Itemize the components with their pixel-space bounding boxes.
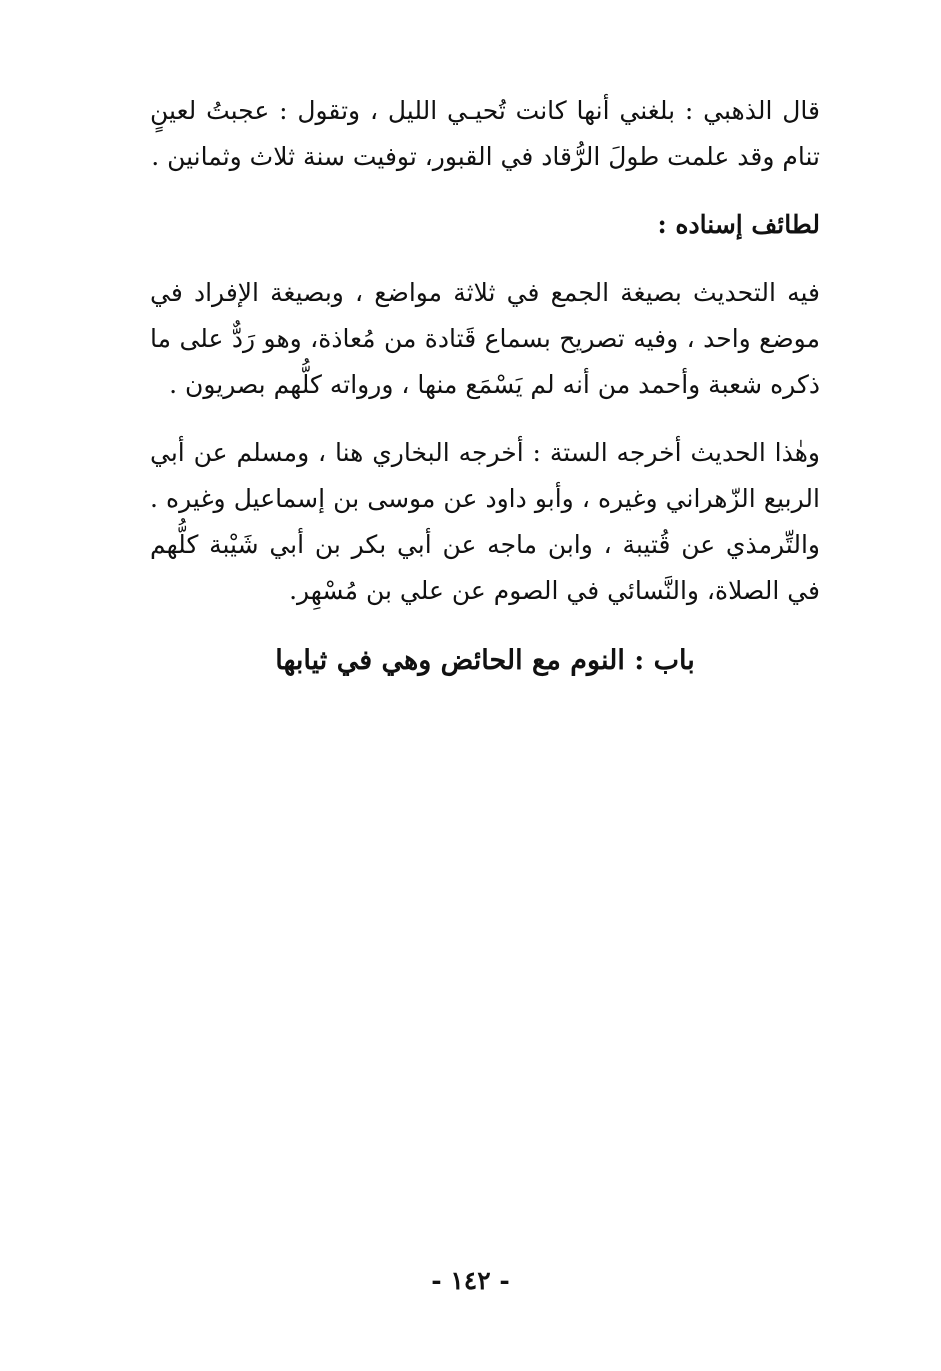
paragraph-takhrij: وهٰذا الحديث أخرجه الستة : أخرجه البخاري هنا ، ومسلم عن أبي الربيع الزّهراني وغيره ، وأبو داود عن موسى بن إسماعيل وغيره . والتِّرمذي عن قُتيبة ، وابن ماجه عن أبي بكر بن أبي شَيْبة كلُّهم في الصلاة، والنَّسائي في الصوم عن علي بن مُسْهِر. bbox=[150, 438, 820, 605]
chapter-title: باب : النوم مع الحائض وهي في ثيابها bbox=[275, 645, 695, 676]
spacer bbox=[150, 180, 820, 202]
page-body bbox=[150, 88, 820, 686]
paragraph-isnad-notes: فيه التحديث بصيغة الجمع في ثلاثة مواضع ، وبصيغة الإفراد في موضع واحد ، وفيه تصريح بسماع قَتادة من مُعاذة، وهو رَدٌّ على ما ذكره شعبة وأحمد من أنه لم يَسْمَع منها ، ورواته كلُّهم بصريون . bbox=[150, 278, 820, 399]
spacer bbox=[150, 248, 820, 270]
spacer bbox=[150, 408, 820, 430]
page-number: - ١٤٢ - bbox=[431, 1266, 510, 1295]
spacer bbox=[150, 614, 820, 636]
paragraph-dhahabi-quote: قال الذهبي : بلغني أنها كانت تُحيـي الليل ، وتقول : عجبتُ لعينٍ تنام وقد علمت طولَ الرُّقاد في القبور، توفيت سنة ثلاث وثمانين . bbox=[150, 96, 820, 171]
section-heading: لطائف إسناده : bbox=[657, 210, 820, 239]
